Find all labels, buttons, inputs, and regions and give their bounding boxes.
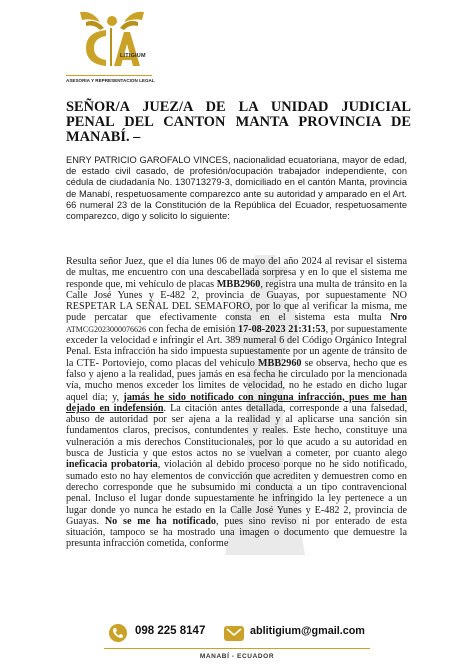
fine-number: ATMCG2023000076626 bbox=[66, 324, 147, 334]
logo bbox=[62, 8, 154, 83]
mail-icon bbox=[224, 626, 244, 641]
document-heading: SEÑOR/A JUEZ/A DE LA UNIDAD JUDICIAL PENAL DEL CANTON MANTA PROVINCIA DE MANABÍ. – bbox=[66, 99, 411, 145]
footer-divider bbox=[104, 648, 370, 649]
logo-tagline: ASESORIA Y REPRESENTACION LEGAL bbox=[66, 78, 155, 83]
fine-number-label: Nro bbox=[390, 312, 407, 324]
phone-icon bbox=[109, 624, 127, 642]
issue-date: 17-08-2023 21:31:53 bbox=[238, 323, 326, 335]
plate-number: MBB2960 bbox=[257, 357, 302, 369]
notice-emphasis: jamás he sido notificado con ninguna infracción, pues me han dejado en indefensión bbox=[66, 391, 407, 414]
intro-paragraph: ENRY PATRICIO GAROFALO VINCES, nacionalidad ecuatoriana, mayor de edad, de estado civil casado, de profesión/ocupación trabajador independiente, con cédula de ciudadanía No. 130713279-3, domiciliado en el cantón Manta, provincia de Manabí, respetuosamente comparezco ante su autoridad y amparado en el Art. 66 numeral 23 de la Constitución de la República del Ecuador, respetuosamente comparezco, digo y solicito lo siguiente: bbox=[66, 155, 407, 222]
footer-location: MANABÍ - ECUADOR bbox=[199, 653, 275, 660]
logo-divider bbox=[66, 75, 152, 76]
no-notification-emphasis: No se me ha notificado bbox=[104, 515, 217, 527]
body-paragraph: Resulta señor Juez, que el día lunes 06 de mayo del año 2024 al revisar el sistema de multas, me encuentro con una descabellada sorpresa y en lo que el sistema me responde que, mi vehículo de placas MBB2960, registra una multa de tránsito en la Calle José Yunes y E-482 2, provincia de Guayas, por supuestamente NO RESPETAR LA SEÑAL DEL SEMAFORO, por lo que al verificar la misma, me pude percatar que efectivamente consta en el sistema esta multa Nro ATMCG2023000076626 con fecha de emisión 17-08-2023 21:31:53, por supuestamente exceder la velocidad e infringir el Art. 389 numeral 6 del Código Orgánico Integral Penal. Esta infracción ha sido impuesta supuestamente por un agente de tránsito de la CTE- Portoviejo, como placas del vehículo MBB2960 se observa, hecho que es falso y ajeno a la realidad, pues jamás en esa fecha he circulado por la mencionada vía, mucho menos exceder los limites de velocidad, no he estado en dicho lugar aquel día; y, jamás he sido notificado con ninguna infracción, pues me han dejado en indefensión. La citación antes detallada, corresponde a una falsedad, abuso de autoridad por ser ajena a la realidad y al aplicarse una sanción sin fundamentos claros, precisos, contundentes y reales. Este hecho, constituye una vulneración a mis derechos Constitucionales, por lo que acudo a su autoridad en busca de Justicia y que estos actos no se vuelvan a cometer, por cuanto alego ineficacia probatoria, violación al debido proceso porque no he sido notificado, sumado esto no hay elementos de convicción que acrediten y demuestren como en derecho corresponde que he subsumido mi conducta a un tipo contravencional penal. Incluso el lugar donde supuestamente he infringido la ley pertenece a un lugar donde yo nunca he estado en la Calle José Yunes y E-482 2, provincia de Guayas. No se me ha notificado, pues sino reviso ni por enterado de esta situación, tampoco se ha mostrado una imagen o documento que demuestre la presunta infracción cometida, conforme bbox=[66, 256, 408, 550]
logo-brand-name: LITIGIUM bbox=[120, 53, 146, 59]
footer-email[interactable]: ablitigium@gmail.com bbox=[250, 625, 365, 637]
footer-phone[interactable]: 098 225 8147 bbox=[135, 625, 206, 637]
ineficacia-emphasis: ineficacia probatoria bbox=[66, 459, 158, 471]
logo-emblem-icon bbox=[72, 8, 152, 70]
page-footer bbox=[0, 620, 474, 669]
plate-number: MBB2960 bbox=[216, 278, 261, 290]
